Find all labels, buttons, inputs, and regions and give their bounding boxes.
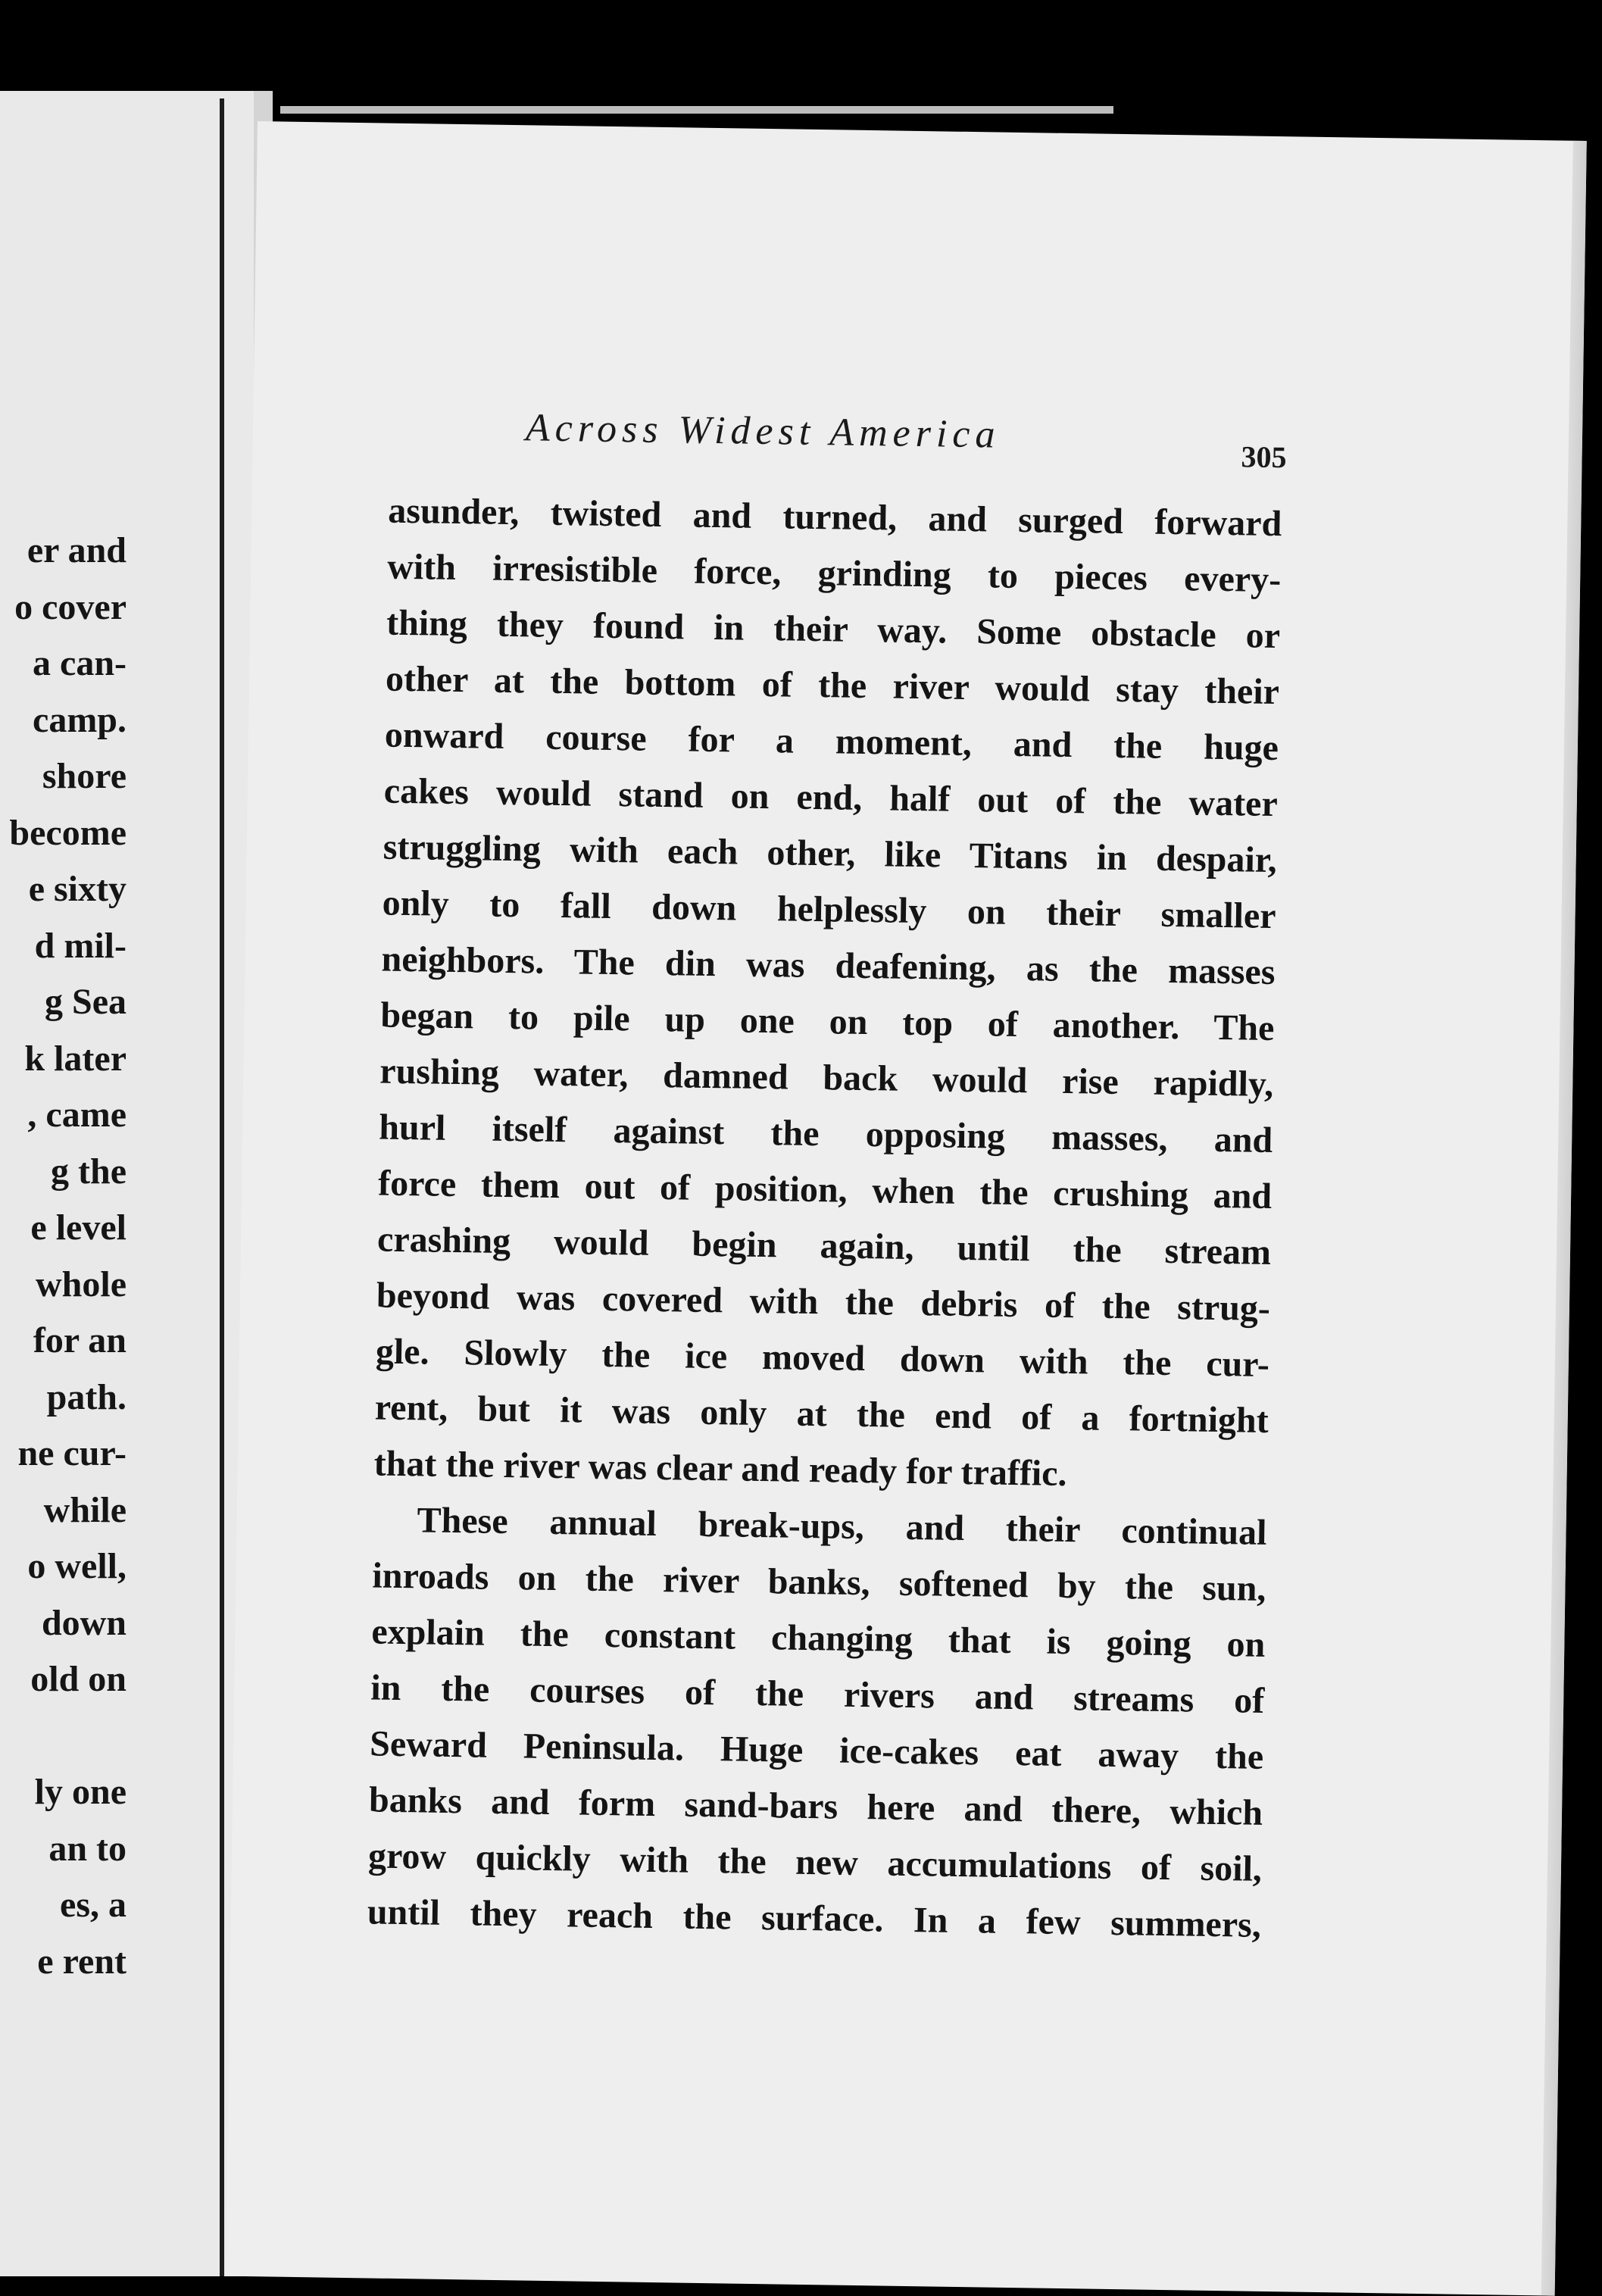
text-line: rent, but it was only at the end of a fortnight (374, 1387, 1269, 1441)
page-fore-edge (1541, 141, 1587, 2296)
page-number: 305 (1241, 439, 1287, 475)
left-line: e sixty (28, 869, 126, 909)
left-line: shore (42, 756, 126, 796)
text-line: onward course for a moment, and the huge (384, 714, 1279, 769)
text-line: grow quickly with the new accumulations of soil, (367, 1835, 1263, 1889)
paragraph-start-line: These annual break-ups, and their continual (417, 1500, 1267, 1553)
running-head: Across Widest America (525, 406, 1001, 457)
left-line: d mil- (34, 925, 126, 966)
text-line: crashing would begin again, until the stream (376, 1219, 1272, 1273)
left-line: down (41, 1602, 126, 1643)
right-page (226, 121, 1587, 2296)
text-line: asunder, twisted and turned, and surged forward (387, 490, 1282, 545)
text-line: gle. Slowly the ice moved down with the cur- (375, 1331, 1270, 1385)
text-line: beyond was covered with the debris of the strug- (376, 1275, 1271, 1329)
left-page (0, 91, 254, 2276)
page-top-edge (280, 106, 1113, 114)
left-line: ne cur- (17, 1433, 126, 1473)
text-line: rushing water, damned back would rise rapidly, (379, 1051, 1274, 1105)
left-line: g Sea (45, 982, 126, 1022)
left-line: a can- (33, 643, 126, 683)
left-line: , came (27, 1095, 126, 1135)
left-line: camp. (33, 699, 126, 740)
left-line: ly one (34, 1772, 126, 1812)
text-line: force them out of position, when the crushing and (377, 1163, 1273, 1217)
text-line: Seward Peninsula. Huge ice-cakes eat away the (369, 1723, 1264, 1777)
text-line: with irresistible force, grinding to pieces every- (386, 546, 1282, 601)
left-line: e rent (37, 1941, 126, 1982)
text-line: other at the bottom of the river would stay their (385, 658, 1280, 713)
text-line: explain the constant changing that is going on (371, 1611, 1266, 1665)
left-line (9, 1708, 126, 1765)
text-line: thing they found in their way. Some obstacle or (386, 602, 1281, 657)
text-line: banks and form sand-bars here and there, which (368, 1779, 1263, 1833)
text-line: cakes would stand on end, half out of the water (383, 770, 1279, 825)
text-line: neighbors. The din was deafening, as the masses (381, 939, 1276, 993)
left-line: o well, (27, 1546, 126, 1586)
text-line: began to pile up one on top of another. The (380, 995, 1275, 1049)
paragraph-end-line: that the river was clear and ready for traffic. (373, 1443, 1067, 1495)
left-line: an to (48, 1828, 126, 1869)
text-line: hurl itself against the opposing masses, and (378, 1107, 1273, 1161)
left-line: es, a (60, 1885, 126, 1925)
text-line: struggling with each other, like Titans in despair, (383, 826, 1278, 881)
scan-shadow-mark (1566, 1553, 1597, 1621)
text-line: until they reach the surface. In a few summers, (367, 1891, 1262, 1945)
left-line: whole (36, 1264, 126, 1304)
left-line: while (43, 1489, 126, 1530)
gutter-shadow-line (220, 98, 224, 2276)
text-line: in the courses of the rivers and streams of (370, 1667, 1265, 1721)
left-line: o cover (14, 586, 126, 627)
left-line: old on (30, 1659, 126, 1699)
text-line: inroads on the river banks, softened by the sun, (372, 1555, 1266, 1609)
left-line: g the (51, 1151, 126, 1192)
left-line: e level (30, 1207, 126, 1248)
left-page-text (9, 523, 126, 1990)
left-line: er and (27, 530, 126, 570)
left-line: k later (24, 1038, 126, 1079)
left-line: for an (33, 1320, 126, 1360)
body-text (367, 483, 1282, 1954)
left-line: path. (46, 1376, 126, 1417)
left-line: become (9, 812, 126, 853)
text-line: only to fall down helplessly on their smaller (382, 882, 1276, 937)
